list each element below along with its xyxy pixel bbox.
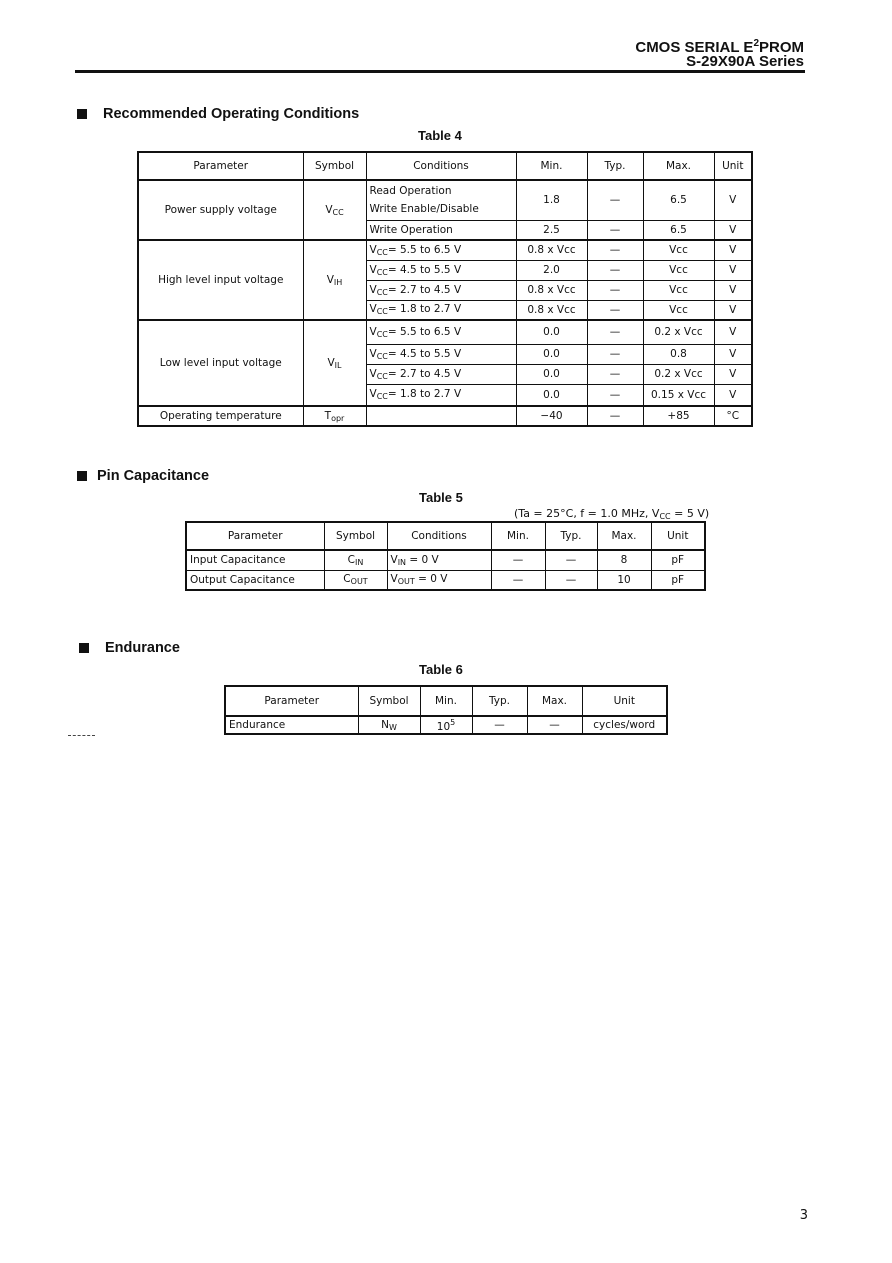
cell-min: 0.8 x Vcc [516,280,587,300]
cell-min: 0.0 [516,364,587,384]
section-title: Recommended Operating Conditions [103,106,360,122]
header-rule [75,70,805,73]
cell-min: 2.0 [516,260,587,280]
cond-read-write-enable: Read Operation Write Enable/Disable [366,180,516,220]
cell-min: 0.0 [516,384,587,406]
col-unit: Unit [651,522,705,550]
table5 [185,521,706,591]
table4-header-row [138,152,752,180]
cell-typ: — [587,220,643,240]
cell-cond: $V_{CC}= 4.5$ to 5.5 V [366,344,516,364]
cell-cond: $V_{CC}= 5.5$ to 6.5 V [366,320,516,344]
square-bullet-icon [77,471,87,481]
table-row [186,550,705,570]
param-endurance: Endurance [225,716,358,734]
cell-typ: — [587,240,643,260]
cell-max: +85 [643,406,714,426]
cell-cond: $V_{OUT} = 0$ V [387,570,491,590]
col-max: Max. [643,152,714,180]
cond-write-operation: Write Operation [366,220,516,240]
cell-unit: V [714,300,752,320]
doc-title: CMOS SERIAL $E^2PROM$ [635,38,804,56]
cell-min: — [491,550,545,570]
cell-unit: V [714,384,752,406]
param-vih: High level input voltage [138,240,303,320]
col-parameter: Parameter [225,686,358,716]
col-unit: Unit [714,152,752,180]
section-pin-capacitance [77,468,209,484]
table5-conditions-note: (Ta = 25°C, f = 1.0 MHz, $V_{CC} = 5$ V) [514,507,710,521]
cell-cond-empty [366,406,516,426]
cell-max: 0.2 x Vcc [643,364,714,384]
col-symbol: Symbol [358,686,420,716]
cell-typ: — [587,344,643,364]
scan-artifact-dash [68,735,95,736]
cell-cond: $V_{CC}= 1.8$ to 2.7 V [366,300,516,320]
symbol-topr: $T_{opr}$ [303,406,366,426]
cell-typ: — [587,406,643,426]
cell-cond: $V_{CC}= 2.7$ to 4.5 V [366,364,516,384]
table6-header-row [225,686,667,716]
table6-caption: Table 6 [419,662,463,677]
col-symbol: Symbol [324,522,387,550]
cell-min: $10^5$ [420,716,472,734]
symbol-nw: $N_W$ [358,716,420,734]
cell-min: 0.0 [516,344,587,364]
param-temperature: Operating temperature [138,406,303,426]
cell-min: 0.8 x Vcc [516,300,587,320]
cell-unit: V [714,364,752,384]
cell-max: 0.8 [643,344,714,364]
cell-min: — [491,570,545,590]
symbol-cin: $C_{IN}$ [324,550,387,570]
cell-typ: — [587,364,643,384]
table4-caption: Table 4 [418,128,462,143]
cell-unit: pF [651,570,705,590]
cell-max: 6.5 [643,180,714,220]
table5-header-row [186,522,705,550]
param-output-capacitance: Output Capacitance [186,570,324,590]
cell-unit: V [714,344,752,364]
table-row [138,320,752,344]
cell-max: 0.15 x Vcc [643,384,714,406]
cell-unit: V [714,240,752,260]
cell-min: −40 [516,406,587,426]
cell-max: 8 [597,550,651,570]
col-min: Min. [491,522,545,550]
col-symbol: Symbol [303,152,366,180]
cell-typ: — [587,300,643,320]
col-max: Max. [527,686,582,716]
cell-max: 0.2 x Vcc [643,320,714,344]
col-parameter: Parameter [186,522,324,550]
cell-unit: pF [651,550,705,570]
cell-typ: — [587,260,643,280]
symbol-vcc: $V_{CC}$ [303,180,366,240]
cell-unit: V [714,260,752,280]
col-typ: Typ. [587,152,643,180]
cell-unit: cycles/word [582,716,667,734]
cell-typ: — [587,180,643,220]
symbol-vil: $V_{IL}$ [303,320,366,406]
cell-typ: — [587,384,643,406]
cell-unit: °C [714,406,752,426]
cell-max: Vcc [643,240,714,260]
cell-max: Vcc [643,260,714,280]
section-title: Endurance [105,640,180,656]
param-input-capacitance: Input Capacitance [186,550,324,570]
cell-typ: — [587,320,643,344]
page-number: 3 [799,1208,808,1223]
cell-max: 6.5 [643,220,714,240]
col-unit: Unit [582,686,667,716]
symbol-vih: $V_{IH}$ [303,240,366,320]
cell-max: — [527,716,582,734]
param-vil: Low level input voltage [138,320,303,406]
col-max: Max. [597,522,651,550]
cell-max: 10 [597,570,651,590]
cell-typ: — [472,716,527,734]
table-row [225,716,667,734]
cell-unit: V [714,180,752,220]
col-conditions: Conditions [366,152,516,180]
square-bullet-icon [79,643,89,653]
cell-typ: — [587,280,643,300]
col-conditions: Conditions [387,522,491,550]
table5-caption: Table 5 [419,490,463,505]
section-recommended-operating-conditions [77,106,359,122]
cell-min: 1.8 [516,180,587,220]
table-row [138,180,752,220]
col-min: Min. [516,152,587,180]
table-row [186,570,705,590]
table4 [137,151,753,427]
col-min: Min. [420,686,472,716]
cell-cond: $V_{CC}= 4.5$ to 5.5 V [366,260,516,280]
col-typ: Typ. [545,522,597,550]
table6 [224,685,668,735]
cell-max: Vcc [643,280,714,300]
cell-unit: V [714,220,752,240]
table-row [138,406,752,426]
section-endurance [79,640,180,656]
doc-series: S-29X90A Series [686,53,804,70]
section-title: Pin Capacitance [97,468,210,484]
cell-min: 2.5 [516,220,587,240]
cell-cond: $V_{CC}= 2.7$ to 4.5 V [366,280,516,300]
cell-unit: V [714,280,752,300]
cell-min: 0.0 [516,320,587,344]
cell-cond: $V_{CC}= 1.8$ to 2.7 V [366,384,516,406]
cell-min: 0.8 x Vcc [516,240,587,260]
table-row [138,240,752,260]
square-bullet-icon [77,109,87,119]
symbol-cout: $C_{OUT}$ [324,570,387,590]
param-power-supply: Power supply voltage [138,180,303,240]
cell-unit: V [714,320,752,344]
cell-typ: — [545,550,597,570]
col-typ: Typ. [472,686,527,716]
cell-cond: $V_{CC}= 5.5$ to 6.5 V [366,240,516,260]
col-parameter: Parameter [138,152,303,180]
cell-cond: $V_{IN} = 0$ V [387,550,491,570]
cell-max: Vcc [643,300,714,320]
cell-typ: — [545,570,597,590]
